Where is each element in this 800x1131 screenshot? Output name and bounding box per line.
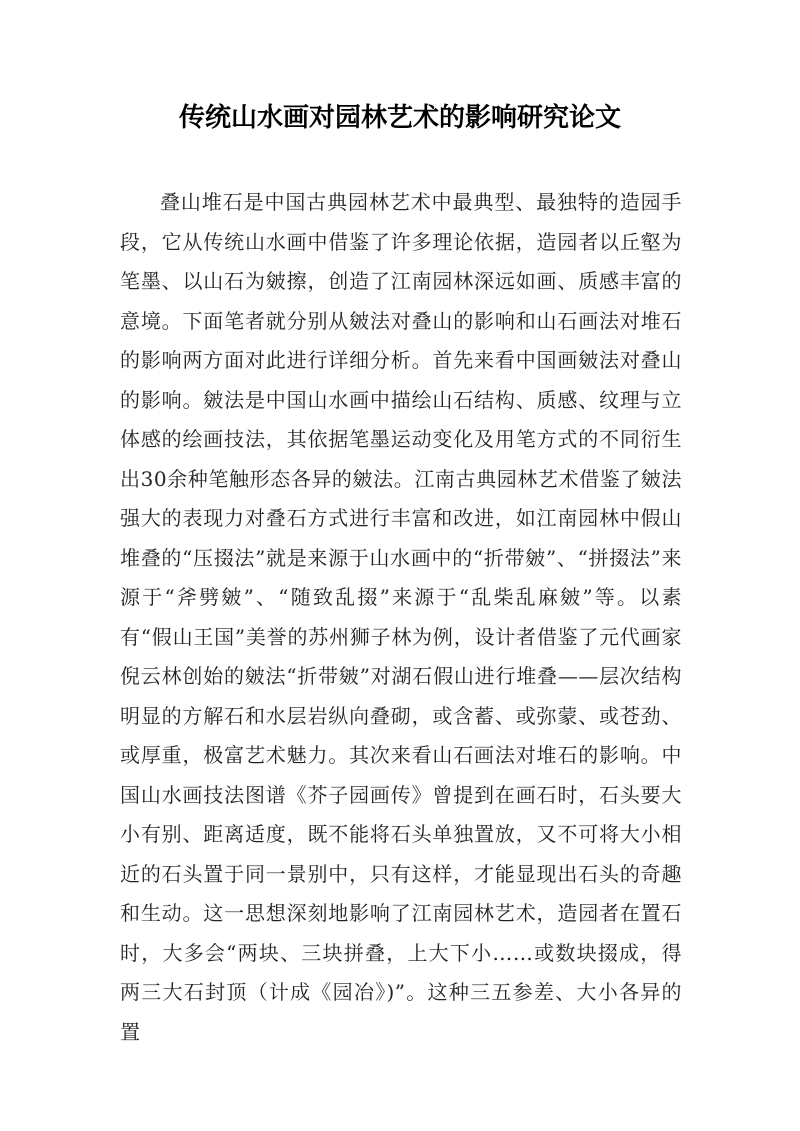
body-paragraph: 叠山堆石是中国古典园林艺术中最典型、最独特的造园手段，它从传统山水画中借鉴了许多理论依据，造园者以丘壑为笔墨、以山石为皴擦，创造了江南园林深远如画、质感丰富的意境。下面笔者就分别从皴法对叠山的影响和山石画法对堆石的影响两方面对此进行详细分析。首先来看中国画皴法对叠山的影响。皴法是中国山水画中描绘山石结构、质感、纹理与立体感的绘画技法，其依据笔墨运动变化及用笔方式的不同衍生出30余种笔触形态各异的皴法。江南古典园林艺术借鉴了皴法强大的表现力对叠石方式进行丰富和改进，如江南园林中假山堆叠的“压掇法”就是来源于山水画中的“折带皴”、“拼掇法”来源于“斧劈皴”、“随致乱掇”来源于“乱柴乱麻皴”等。以素有“假山王国”美誉的苏州狮子林为例，设计者借鉴了元代画家倪云林创始的皴法“折带皴”对湖石假山进行堆叠——层次结构明显的方解石和水层岩纵向叠砌，或含蓄、或弥蒙、或苍劲、或厚重，极富艺术魅力。其次来看山石画法对堆石的影响。中国山水画技法图谱《芥子园画传》曾提到在画石时，石头要大小有别、距离适度，既不能将石头单独置放，又不可将大小相近的石头置于同一景别中，只有这样，才能显现出石头的奇趣和生动。这一思想深刻地影响了江南园林艺术，造园者在置石时，大多会“两块、三块拼叠，上大下小……或数块掇成，得两三大石封顶（计成《园冶》)”。这种三五参差、大小各异的置 [120,190,682,1044]
document-title: 传统山水画对园林艺术的影响研究论文 [178,103,621,133]
